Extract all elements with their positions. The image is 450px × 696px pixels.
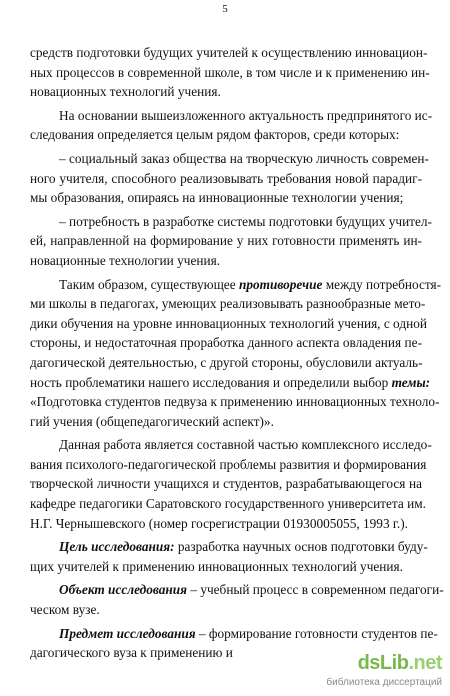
text-line	[30, 537, 428, 557]
text-line: – потребность в разработке системы подготовки будущих учител-	[59, 213, 432, 229]
label-object: Объект исследования	[59, 582, 188, 598]
text-fragment: ность проблематики нашего исследования и определили выбор	[30, 374, 392, 390]
paragraph-relevance	[30, 106, 433, 145]
logo-main: dsLib	[357, 652, 409, 674]
label-goal: Цель исследования:	[59, 539, 175, 555]
term-topic: темы:	[391, 374, 431, 390]
text-line	[30, 373, 431, 393]
logo-domain: .net	[408, 652, 442, 674]
paragraph-contradiction	[30, 275, 442, 432]
text-line: творческой личности учащихся и студентов, разрабатывающегося на	[30, 476, 422, 492]
text-line: кафедре педагогики Саратовского государственного университета им.	[30, 496, 426, 512]
text-line: дагогического вуза к применению и	[30, 645, 233, 661]
paragraph-work	[30, 435, 432, 533]
text-line: дики обучения на уровне инновационных технологий учения, с одной	[30, 315, 427, 331]
text-line: щих учителей к применению инновационных технологий учения.	[30, 558, 403, 574]
text-fragment: – формирование готовности студентов пе-	[195, 625, 438, 641]
text-fragment: – учебный процесс в современном педагоги-	[187, 582, 444, 598]
text-line: мы образования, опираясь на инновационные технологии учения;	[30, 190, 404, 206]
text-line: стороны, и недостаточная проработка данного аспекта овладения пе-	[30, 335, 422, 351]
paragraph-intro	[30, 43, 430, 102]
text-line: ного учителя, способного реализовывать требования новой парадиг-	[30, 170, 422, 186]
text-line: – социальный заказ общества на творческую личность современ-	[59, 150, 429, 166]
paragraph-goal	[30, 537, 428, 576]
text-line: ей, направленной на формирование у них готовности применять ин-	[30, 233, 422, 249]
text-fragment: Таким образом, существующее	[59, 276, 239, 292]
label-subject: Предмет исследования	[59, 625, 196, 641]
text-line: гий учения (общепедагогический аспект)».	[30, 413, 274, 429]
text-line: ческом вузе.	[30, 602, 100, 618]
text-line	[30, 624, 438, 644]
paragraph-factor-social	[30, 149, 429, 208]
paragraph-factor-need	[30, 212, 432, 271]
text-line: ми школы в педагогах, умеющих реализовывать разнообразные мето-	[30, 296, 426, 312]
watermark-subtitle: библиотека диссертаций	[326, 677, 442, 688]
paragraph-object	[30, 580, 444, 619]
text-line: Данная работа является составной частью комплексного исследо-	[59, 437, 432, 453]
text-line	[30, 275, 442, 295]
text-line: средств подготовки будущих учителей к осуществлению инновацион-	[30, 45, 428, 60]
text-line: новационные технологии учения.	[30, 252, 221, 268]
dslib-watermark	[302, 652, 442, 692]
text-line: Н.Г. Чернышевского (номер госрегистрации 01930005055, 1993 г.).	[30, 515, 408, 531]
text-fragment: между потребностя-	[322, 276, 442, 292]
text-line: «Подготовка студентов педвуза к применению инновационных техноло-	[30, 394, 440, 410]
text-line: следования определяется целым рядом факторов, среди которых:	[30, 127, 400, 143]
dslib-logo	[358, 652, 442, 675]
text-line: вания психолого-педагогической проблемы развития и формирования	[30, 456, 427, 472]
text-fragment: разработка научных основ подготовки буду-	[174, 539, 428, 555]
text-line	[30, 580, 444, 600]
text-line: новационных технологий учения.	[30, 84, 221, 100]
text-line: ных процессов в современной школе, в том числе и к применению ин-	[30, 64, 430, 80]
text-line: На основании вышеизложенного актуальность предпринятого ис-	[59, 107, 433, 123]
page-number: 5	[222, 3, 228, 15]
term-contradiction: противоречие	[238, 276, 323, 292]
text-line: дагогической деятельностью, с другой стороны, обусловили актуаль-	[30, 354, 423, 370]
